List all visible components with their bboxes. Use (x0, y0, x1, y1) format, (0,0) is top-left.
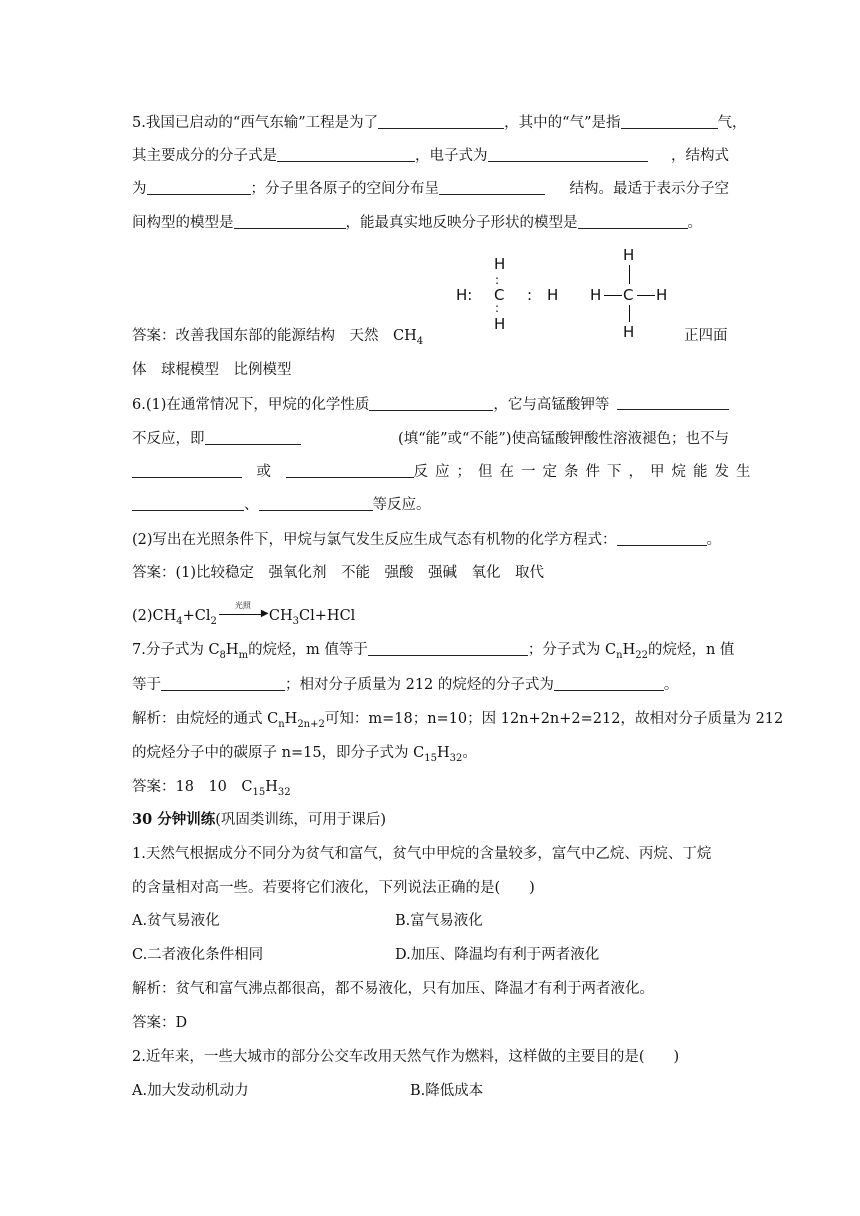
section-title-note: (巩固类训练，可用于课后) (215, 812, 387, 828)
subscript: 2 (210, 615, 217, 627)
q7-text: H (436, 745, 450, 761)
q7-text: 。 (462, 745, 477, 761)
answer-blank[interactable] (277, 147, 415, 162)
atom-label: H: (456, 286, 473, 304)
subscript: 8 (219, 649, 226, 661)
q6-line3 (132, 462, 758, 482)
section-title-bold: 30 分钟训练 (132, 811, 216, 828)
p1-line1: 1.天然气根据成分不同分为贫气和富气，贫气中甲烷的含量较多，富气中乙烷、丙烷、丁烷 (132, 846, 712, 862)
bond-line (629, 265, 630, 284)
reaction-condition: 光照 (234, 601, 251, 610)
option-a[interactable]: A.贫气易液化 (132, 913, 220, 929)
q6-text: ，它与高锰酸钾等 (493, 397, 610, 413)
answer-blank[interactable] (378, 114, 504, 129)
answer-blank[interactable] (132, 463, 242, 478)
option-a[interactable]: A.加大发动机动力 (132, 1083, 249, 1099)
atom-label: H (623, 323, 635, 341)
q7-line1 (132, 640, 735, 666)
q7-text: 可知：m=18；n=10；因 12n+2n+2=212，故相对分子质量为 212 (324, 711, 784, 727)
section-title (132, 810, 386, 830)
q5-line1 (132, 113, 747, 133)
answer-blank[interactable] (234, 214, 346, 229)
q5-answer-end: 正四面 (684, 328, 728, 344)
q7-text: 。 (663, 677, 679, 693)
q7-text: 的烷烃，m 值等于 (248, 642, 368, 658)
formula-text: CH (268, 608, 293, 624)
answer-text: 答案：改善我国东部的能源结构 天然 CH (132, 328, 417, 344)
answer-blank[interactable] (132, 496, 244, 511)
p2-options-ab (132, 1081, 729, 1101)
subscript: m (238, 649, 249, 661)
answer-blank[interactable] (617, 395, 729, 410)
atom-label: H (494, 255, 506, 273)
answer-text: 答案：18 10 C (132, 779, 253, 795)
atom-label: H (590, 286, 602, 304)
q5-text: ，电子式为 (415, 148, 488, 164)
q6-text: (2)写出在光照条件下，甲烷与氯气发生反应生成气态有机物的化学方程式： (132, 532, 617, 548)
subscript: n (278, 718, 285, 730)
q7-analysis1 (132, 709, 784, 735)
answer-blank[interactable] (161, 676, 285, 691)
q7-text: H (284, 711, 298, 727)
subscript: 4 (416, 335, 424, 347)
q7-text: H (622, 642, 636, 658)
option-d[interactable]: D.加压、降温均有利于两者液化 (395, 947, 600, 963)
answer-blank[interactable] (488, 147, 648, 162)
q5-text: 为 (132, 181, 147, 197)
q5-answer-line2: 体 球棍模型 比例模型 (132, 362, 292, 378)
answer-blank[interactable] (369, 396, 493, 411)
q6-text: (填“能”或“不能”)使高锰酸钾酸性溶液褪色；也不与 (398, 431, 729, 447)
answer-blank[interactable] (621, 114, 718, 129)
answer-blank[interactable] (286, 463, 414, 478)
formula-text: Cl+HCl (299, 608, 356, 624)
q6-text: 反应；但在一定条件下，甲烷能发生 (413, 464, 758, 480)
q7-text: 的烷烃分子中的碳原子 n=15，即分子式为 C (132, 745, 425, 761)
q5-text: ，其中的“气”是指 (504, 115, 621, 131)
atom-label: H (494, 315, 506, 333)
atom-label: H (623, 246, 635, 264)
subscript: 4 (176, 615, 183, 627)
q6-line2 (132, 429, 729, 449)
answer-blank[interactable] (205, 430, 301, 445)
q7-answer (132, 777, 291, 803)
q7-text: 7.分子式为 C (132, 642, 220, 658)
subscript: 32 (449, 752, 463, 764)
q7-text: 解析：由烷烃的通式 C (132, 711, 279, 727)
q6-text: 、 (244, 497, 259, 513)
q6-answer1: 答案：(1)比较稳定 强氧化剂 不能 强酸 强碱 氧化 取代 (132, 565, 545, 581)
atom-label: : (527, 286, 533, 304)
q5-text: 其主要成分的分子式是 (132, 148, 277, 164)
reaction-arrow: 光照 ▶ (217, 604, 269, 622)
q7-analysis2 (132, 743, 477, 769)
atom-label: C (623, 286, 634, 304)
subscript: n (616, 649, 623, 661)
q5-text: 5.我国已启动的“西气东输”工程是为了 (132, 115, 379, 131)
answer-blank[interactable] (147, 180, 251, 195)
bond-line (637, 295, 655, 296)
q6-text: 不反应，即 (132, 431, 205, 447)
q6-text: 或 (256, 464, 271, 480)
q6-line1 (132, 395, 729, 415)
q5-text: ；分子里各原子的空间分布呈 (250, 181, 439, 197)
q6-text: 等反应。 (372, 497, 431, 513)
atom-label: H (656, 286, 668, 304)
subscript: 15 (252, 786, 266, 798)
q5-text: 。 (687, 215, 702, 231)
q6-answer2 (132, 601, 356, 632)
answer-blank[interactable] (439, 180, 545, 195)
subscript: 32 (277, 786, 291, 798)
formula-text: +Cl (182, 608, 211, 624)
electron-dots-top: : (495, 273, 500, 287)
subscript: 22 (635, 649, 648, 661)
answer-text: H (265, 779, 278, 795)
p1-options-ab (132, 911, 729, 931)
subscript: 3 (292, 615, 300, 627)
q5-line2 (132, 146, 729, 166)
q5-text: 间构型的模型是 (132, 215, 234, 231)
subscript: 15 (424, 752, 437, 764)
option-b[interactable]: B.降低成本 (410, 1083, 484, 1099)
p2-line1: 2.近年来，一些大城市的部分公交车改用天然气作为燃料，这样做的主要目的是( ) (132, 1049, 680, 1065)
q6-line4 (132, 495, 431, 515)
q7-text: ；分子式为 C (527, 642, 617, 658)
option-c[interactable]: C.二者液化条件相同 (132, 947, 264, 963)
bond-line (604, 295, 622, 296)
q5-answer (132, 326, 423, 352)
q5-line4 (132, 213, 702, 233)
q5-text: ，能最真实地反映分子形状的模型是 (345, 215, 578, 231)
q5-text: 结构。最适于表示分子空 (569, 181, 729, 197)
p1-analysis: 解析：贫气和富气沸点都很高，都不易液化，只有加压、降温才有利于两者液化。 (132, 981, 654, 997)
q7-text: 等于 (132, 677, 161, 693)
electron-dots-bottom: : (495, 301, 500, 315)
atom-label: C (494, 286, 505, 304)
q6-line5 (132, 530, 721, 550)
answer-blank[interactable] (617, 531, 707, 546)
bond-line (629, 305, 630, 322)
q7-text: 的烷烃，n 值 (647, 642, 735, 658)
q7-text: H (225, 642, 239, 658)
answer-blank[interactable] (368, 641, 528, 656)
q6-text: 。 (706, 532, 722, 548)
atom-label: H (547, 286, 559, 304)
answer-blank[interactable] (578, 214, 688, 229)
q5-line3 (132, 179, 729, 199)
answer-blank[interactable] (554, 676, 664, 691)
q5-text: 气， (717, 115, 747, 131)
q7-text: ；相对分子质量为 212 的烷烃的分子式为 (285, 677, 554, 693)
p1-options-cd (132, 945, 729, 965)
answer-blank[interactable] (259, 496, 373, 511)
p1-answer: 答案：D (132, 1015, 188, 1031)
q5-text: ，结构式 (671, 148, 729, 164)
subscript: 2n+2 (297, 718, 325, 730)
q7-line2 (132, 675, 678, 695)
q6-text: 6.(1)在通常情况下，甲烷的化学性质 (132, 397, 370, 413)
formula-text: (2)CH (132, 608, 177, 624)
option-b[interactable]: B.富气易液化 (395, 913, 483, 929)
p1-line2: 的含量相对高一些。若要将它们液化，下列说法正确的是( ) (132, 880, 535, 896)
